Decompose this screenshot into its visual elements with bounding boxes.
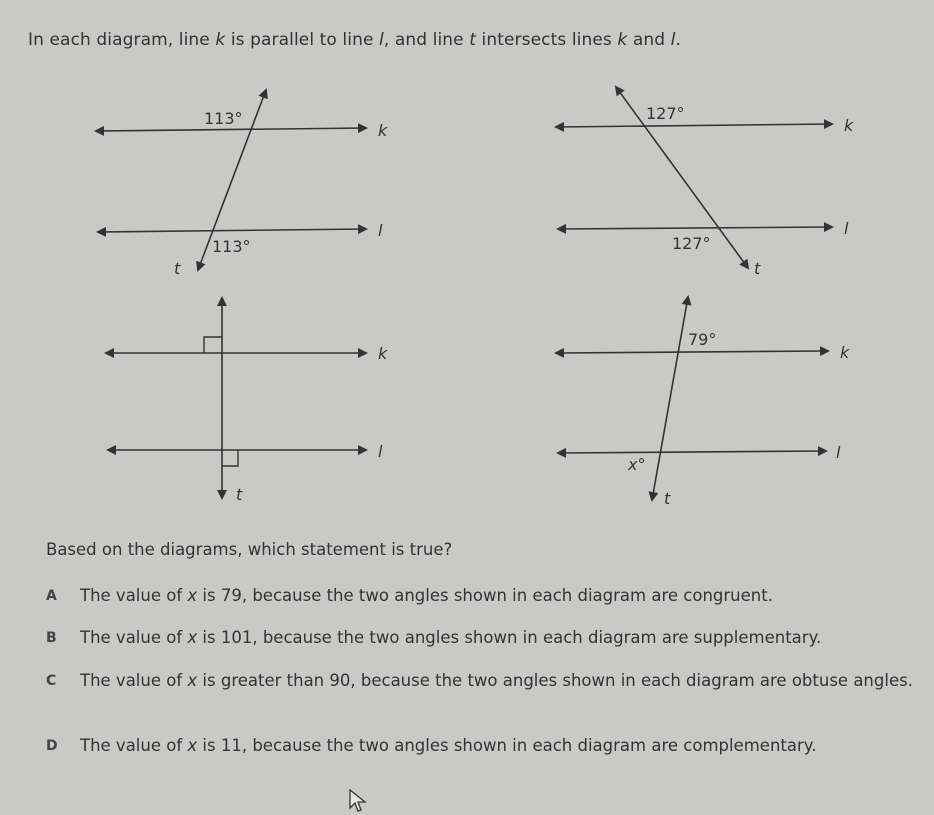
line-k	[556, 124, 832, 127]
line-label-l: l	[836, 443, 841, 462]
prompt-text: , and line	[383, 30, 470, 50]
prompt-var-k: k	[617, 30, 628, 50]
mouse-pointer-icon	[348, 788, 368, 814]
diagram-1	[96, 90, 388, 278]
angle-label-x: x°	[628, 455, 646, 474]
line-label-l: l	[378, 442, 383, 461]
option-text: The value of x is 79, because the two angles shown in each diagram are congruent.	[80, 586, 773, 605]
option-letter: C	[46, 673, 57, 689]
prompt-var-k: k	[215, 30, 226, 50]
line-l	[98, 229, 366, 232]
prompt-text: .	[675, 30, 681, 50]
line-label-k: k	[844, 116, 854, 135]
prompt-text: and	[627, 30, 671, 50]
line-l	[558, 451, 826, 453]
option-text: The value of x is greater than 90, because the two angles shown in each diagram are obtuse angles.	[80, 671, 913, 690]
option-letter: D	[46, 738, 58, 754]
diagram-4	[556, 297, 850, 508]
line-label-k: k	[378, 344, 388, 363]
question-text: Based on the diagrams, which statement is true?	[46, 540, 453, 559]
option-letter: B	[46, 630, 57, 646]
prompt-text: intersects lines	[476, 30, 618, 50]
line-k	[96, 128, 366, 131]
angle-label-bottom: 127°	[672, 234, 711, 253]
line-l	[558, 227, 832, 229]
line-label-t: t	[174, 259, 181, 278]
line-t	[652, 297, 688, 500]
line-label-l: l	[844, 219, 849, 238]
line-label-t: t	[754, 259, 761, 278]
right-angle-mark-top	[204, 337, 222, 353]
line-label-k: k	[840, 343, 850, 362]
prompt-text: is parallel to line	[225, 30, 380, 50]
angle-label-top: 79°	[688, 330, 717, 349]
prompt-text: In each diagram, line	[28, 30, 216, 50]
line-label-k: k	[378, 121, 388, 140]
angle-label-bottom: 113°	[212, 237, 251, 256]
line-label-t: t	[664, 489, 671, 508]
diagram-3	[106, 298, 388, 504]
prompt-var-l: l	[379, 30, 384, 50]
diagram-2	[556, 87, 854, 278]
line-k	[556, 351, 828, 353]
option-text: The value of x is 11, because the two angles shown in each diagram are complementary.	[80, 736, 817, 755]
prompt-var-l: l	[670, 30, 676, 50]
prompt-var-t: t	[469, 30, 477, 50]
angle-label-top: 113°	[204, 109, 243, 128]
angle-label-top: 127°	[646, 104, 685, 123]
option-letter: A	[46, 588, 57, 604]
line-label-l: l	[378, 221, 383, 240]
option-text: The value of x is 101, because the two angles shown in each diagram are supplementary.	[80, 628, 822, 647]
right-angle-mark-bottom	[222, 450, 238, 466]
line-label-t: t	[236, 485, 243, 504]
